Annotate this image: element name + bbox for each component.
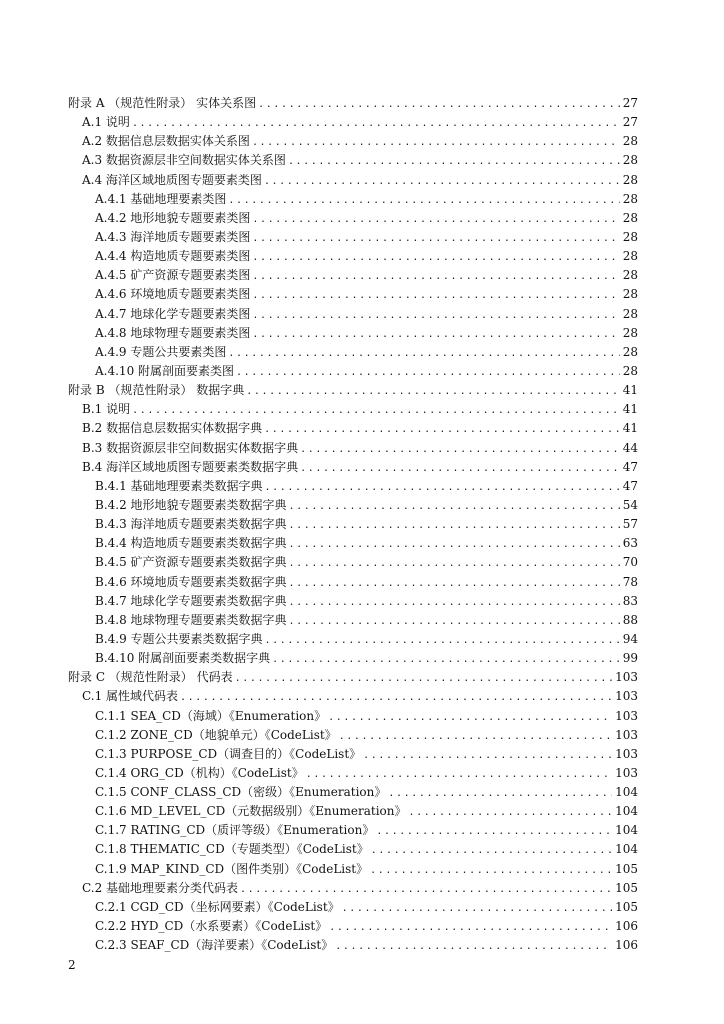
toc-entry-label: 附录 A （规范性附录） 实体关系图 <box>68 96 257 110</box>
toc-entry[interactable] <box>68 113 638 132</box>
toc-entry[interactable] <box>68 228 638 247</box>
toc-entry-page: 27 <box>622 96 638 110</box>
toc-entry-page: 99 <box>622 651 638 666</box>
toc-dot-leader <box>240 880 612 899</box>
toc-dot-leader <box>363 746 612 765</box>
toc-entry-page: 88 <box>622 612 638 627</box>
toc-entry-page: 63 <box>622 536 638 551</box>
toc-entry-label: B.2 数据信息层数据实体数据字典 <box>82 421 263 436</box>
toc-dot-leader <box>288 152 620 171</box>
toc-entry[interactable] <box>68 515 638 534</box>
toc-entry[interactable] <box>68 132 638 151</box>
toc-entry[interactable] <box>68 745 638 764</box>
toc-entry[interactable] <box>68 247 638 266</box>
toc-entry-page: 103 <box>615 670 638 685</box>
toc-entry[interactable] <box>68 553 638 572</box>
toc-dot-leader <box>252 325 619 344</box>
toc-entry[interactable] <box>68 362 638 381</box>
toc-entry-label: C.1 属性域代码表 <box>82 689 179 704</box>
toc-entry-page: 28 <box>622 229 638 244</box>
toc-dot-leader <box>236 363 620 382</box>
toc-entry[interactable] <box>68 726 638 745</box>
toc-entry-label: B.4.2 地形地貌专题要素类数据字典 <box>95 497 287 512</box>
toc-dot-leader <box>265 478 620 497</box>
toc-entry-label: C.1.4 ORG_CD（机构）《CodeList》 <box>95 765 304 780</box>
toc-entry-page: 28 <box>622 287 638 302</box>
toc-entry-page: 103 <box>615 727 638 742</box>
toc-entry-label: B.4.5 矿产资源专题要素类数据字典 <box>95 555 287 570</box>
toc-dot-leader <box>272 650 620 669</box>
toc-dot-leader <box>289 497 620 516</box>
toc-dot-leader <box>289 612 620 631</box>
toc-entry[interactable] <box>68 687 638 706</box>
toc-entry-label: B.4 海洋区域地质图专题要素类数据字典 <box>82 459 299 474</box>
toc-entry-page: 28 <box>622 191 638 206</box>
toc-entry[interactable] <box>68 458 638 477</box>
toc-entry[interactable] <box>68 917 638 936</box>
toc-entry-page: 103 <box>615 708 638 723</box>
toc-entry-label: A.4.3 海洋地质专题要素类图 <box>95 229 251 244</box>
toc-dot-leader <box>264 172 620 191</box>
toc-dot-leader <box>339 727 612 746</box>
toc-entry-label: C.1.7 RATING_CD（质评等级）《Enumeration》 <box>95 823 375 838</box>
toc-entry-page: 104 <box>615 842 638 857</box>
toc-entry-page: 103 <box>615 746 638 761</box>
toc-dot-leader <box>342 899 612 918</box>
toc-entry-label: A.4.4 构造地质专题要素类图 <box>95 249 251 264</box>
toc-dot-leader <box>289 535 620 554</box>
toc-entry[interactable] <box>68 611 638 630</box>
toc-entry[interactable] <box>68 94 638 113</box>
toc-entry-page: 104 <box>615 823 638 838</box>
toc-dot-leader <box>300 459 620 478</box>
page-number: 2 <box>68 958 76 972</box>
toc-entry[interactable] <box>68 783 638 802</box>
toc-entry-label: A.4.5 矿产资源专题要素类图 <box>95 268 251 283</box>
toc-dot-leader <box>132 114 620 133</box>
toc-dot-leader <box>235 669 612 688</box>
toc-entry[interactable] <box>68 840 638 859</box>
toc-entry-page: 104 <box>615 804 638 819</box>
toc-entry-page: 41 <box>622 402 638 417</box>
toc-entry[interactable] <box>68 171 638 190</box>
toc-entry[interactable] <box>68 209 638 228</box>
toc-entry-label: C.1.3 PURPOSE_CD（调查目的）《CodeList》 <box>95 746 362 761</box>
table-of-contents <box>68 94 638 955</box>
toc-entry[interactable] <box>68 936 638 955</box>
toc-dot-leader <box>306 765 612 784</box>
toc-dot-leader <box>180 688 612 707</box>
toc-dot-leader <box>264 420 620 439</box>
toc-dot-leader <box>289 516 620 535</box>
toc-entry[interactable] <box>68 324 638 343</box>
toc-dot-leader <box>371 841 612 860</box>
toc-entry-label: A.4 海洋区域地质图专题要素类图 <box>82 172 262 187</box>
toc-entry-page: 41 <box>622 383 638 398</box>
toc-dot-leader <box>289 593 620 612</box>
toc-entry[interactable] <box>68 630 638 649</box>
toc-entry-page: 47 <box>622 478 638 493</box>
toc-entry[interactable] <box>68 400 638 419</box>
toc-dot-leader <box>252 306 619 325</box>
toc-entry[interactable] <box>68 419 638 438</box>
toc-entry-page: 41 <box>622 421 638 436</box>
toc-dot-leader <box>376 822 612 841</box>
toc-entry-page: 28 <box>622 134 638 149</box>
toc-dot-leader <box>289 574 620 593</box>
toc-dot-leader <box>265 631 620 650</box>
toc-entry[interactable] <box>68 668 638 687</box>
toc-dot-leader <box>370 861 612 880</box>
toc-entry-page: 106 <box>615 938 638 953</box>
toc-dot-leader <box>132 401 620 420</box>
toc-entry[interactable] <box>68 860 638 879</box>
toc-entry-label: C.1.2 ZONE_CD（地貌单元）《CodeList》 <box>95 727 337 742</box>
toc-entry[interactable] <box>68 534 638 553</box>
toc-dot-leader <box>228 191 619 210</box>
toc-dot-leader <box>252 267 619 286</box>
toc-entry-label: A.4.2 地形地貌专题要素类图 <box>95 210 251 225</box>
toc-entry-page: 94 <box>622 631 638 646</box>
toc-dot-leader <box>246 382 619 401</box>
toc-entry-label: C.1.8 THEMATIC_CD（专题类型）《CodeList》 <box>95 842 369 857</box>
toc-entry-label: C.2.2 HYD_CD（水系要素）《CodeList》 <box>95 919 328 934</box>
toc-dot-leader <box>252 229 619 248</box>
toc-entry-label: C.2.3 SEAF_CD（海洋要素）《CodeList》 <box>95 938 334 953</box>
toc-entry-label: B.3 数据资源层非空间数据实体数据字典 <box>82 440 299 455</box>
toc-entry-page: 70 <box>622 555 638 570</box>
toc-entry-page: 57 <box>622 517 638 532</box>
toc-entry-page: 28 <box>622 172 638 187</box>
toc-dot-leader <box>289 554 620 573</box>
toc-entry-page: 27 <box>622 115 638 130</box>
toc-entry-label: A.4.10 附属剖面要素类图 <box>95 363 235 378</box>
toc-dot-leader <box>252 133 620 152</box>
toc-entry-label: B.4.3 海洋地质专题要素类数据字典 <box>95 517 287 532</box>
toc-entry[interactable] <box>68 821 638 840</box>
toc-entry-label: C.1.6 MD_LEVEL_CD（元数据级别）《Enumeration》 <box>95 804 407 819</box>
toc-entry-page: 83 <box>622 593 638 608</box>
toc-dot-leader <box>252 286 619 305</box>
toc-entry[interactable] <box>68 381 638 400</box>
toc-entry-label: A.4.1 基础地理要素类图 <box>95 191 227 206</box>
toc-entry-page: 103 <box>615 689 638 704</box>
toc-entry-label: A.4.7 地球化学专题要素类图 <box>95 306 251 321</box>
toc-entry[interactable] <box>68 190 638 209</box>
toc-entry-label: C.1.9 MAP_KIND_CD（图件类别）《CodeList》 <box>95 861 369 876</box>
toc-entry[interactable] <box>68 305 638 324</box>
toc-entry-page: 28 <box>622 344 638 359</box>
toc-entry[interactable] <box>68 879 638 898</box>
toc-entry-label: A.3 数据资源层非空间数据实体关系图 <box>82 153 286 168</box>
toc-dot-leader <box>252 210 619 229</box>
toc-entry[interactable] <box>68 707 638 726</box>
toc-entry-label: A.4.9 专题公共要素类图 <box>95 344 227 359</box>
toc-entry-page: 44 <box>622 440 638 455</box>
toc-entry-label: B.1 说明 <box>82 402 131 417</box>
toc-entry-page: 104 <box>615 785 638 800</box>
toc-entry[interactable] <box>68 477 638 496</box>
toc-entry[interactable] <box>68 898 638 917</box>
toc-entry-label: A.4.6 环境地质专题要素类图 <box>95 287 251 302</box>
toc-entry-label: A.4.8 地球物理专题要素类图 <box>95 325 251 340</box>
toc-entry[interactable] <box>68 439 638 458</box>
toc-entry-page: 105 <box>615 880 638 895</box>
toc-entry-label: A.2 数据信息层数据实体关系图 <box>82 134 250 149</box>
toc-entry-label: C.2 基础地理要素分类代码表 <box>82 880 239 895</box>
toc-entry-label: B.4.8 地球物理专题要素类数据字典 <box>95 612 287 627</box>
toc-entry-page: 28 <box>622 325 638 340</box>
toc-entry-page: 47 <box>622 459 638 474</box>
toc-entry-page: 54 <box>622 497 638 512</box>
toc-entry[interactable] <box>68 649 638 668</box>
toc-entry[interactable] <box>68 764 638 783</box>
toc-dot-leader <box>300 440 620 459</box>
toc-entry-page: 28 <box>622 210 638 225</box>
toc-entry-label: C.2.1 CGD_CD（坐标网要素）《CodeList》 <box>95 899 340 914</box>
toc-dot-leader <box>328 708 612 727</box>
toc-entry-label: B.4.7 地球化学专题要素类数据字典 <box>95 593 287 608</box>
toc-entry[interactable] <box>68 496 638 515</box>
toc-entry[interactable] <box>68 573 638 592</box>
toc-entry-label: B.4.9 专题公共要素类数据字典 <box>95 631 263 646</box>
toc-dot-leader <box>409 803 613 822</box>
toc-entry-page: 28 <box>622 249 638 264</box>
toc-dot-leader <box>335 937 612 956</box>
toc-dot-leader <box>329 918 612 937</box>
toc-entry-page: 28 <box>622 268 638 283</box>
toc-entry-page: 78 <box>622 574 638 589</box>
toc-entry-page: 103 <box>615 765 638 780</box>
toc-entry-label: B.4.10 附属剖面要素类数据字典 <box>95 651 271 666</box>
toc-entry[interactable] <box>68 802 638 821</box>
toc-dot-leader <box>252 248 619 267</box>
toc-entry-page: 28 <box>622 153 638 168</box>
toc-entry-label: B.4.6 环境地质专题要素类数据字典 <box>95 574 287 589</box>
toc-entry-label: C.1.5 CONF_CLASS_CD（密级）《Enumeration》 <box>95 785 387 800</box>
toc-entry-page: 105 <box>615 899 638 914</box>
toc-entry-label: C.1.1 SEA_CD（海域）《Enumeration》 <box>95 708 327 723</box>
toc-dot-leader <box>258 95 620 114</box>
toc-entry-page: 106 <box>615 919 638 934</box>
toc-dot-leader <box>228 344 619 363</box>
toc-entry[interactable] <box>68 343 638 362</box>
toc-entry-label: B.4.4 构造地质专题要素类数据字典 <box>95 536 287 551</box>
toc-dot-leader <box>388 784 612 803</box>
toc-entry-label: 附录 B （规范性附录） 数据字典 <box>68 383 245 398</box>
toc-entry-label: B.4.1 基础地理要素类数据字典 <box>95 478 263 493</box>
toc-entry-page: 28 <box>622 363 638 378</box>
toc-entry[interactable] <box>68 285 638 304</box>
toc-entry-page: 28 <box>622 306 638 321</box>
toc-entry[interactable] <box>68 266 638 285</box>
toc-entry-label: A.1 说明 <box>82 115 130 130</box>
toc-entry-page: 105 <box>615 861 638 876</box>
toc-entry-label: 附录 C （规范性附录） 代码表 <box>68 670 233 685</box>
toc-entry[interactable] <box>68 151 638 170</box>
toc-entry[interactable] <box>68 592 638 611</box>
